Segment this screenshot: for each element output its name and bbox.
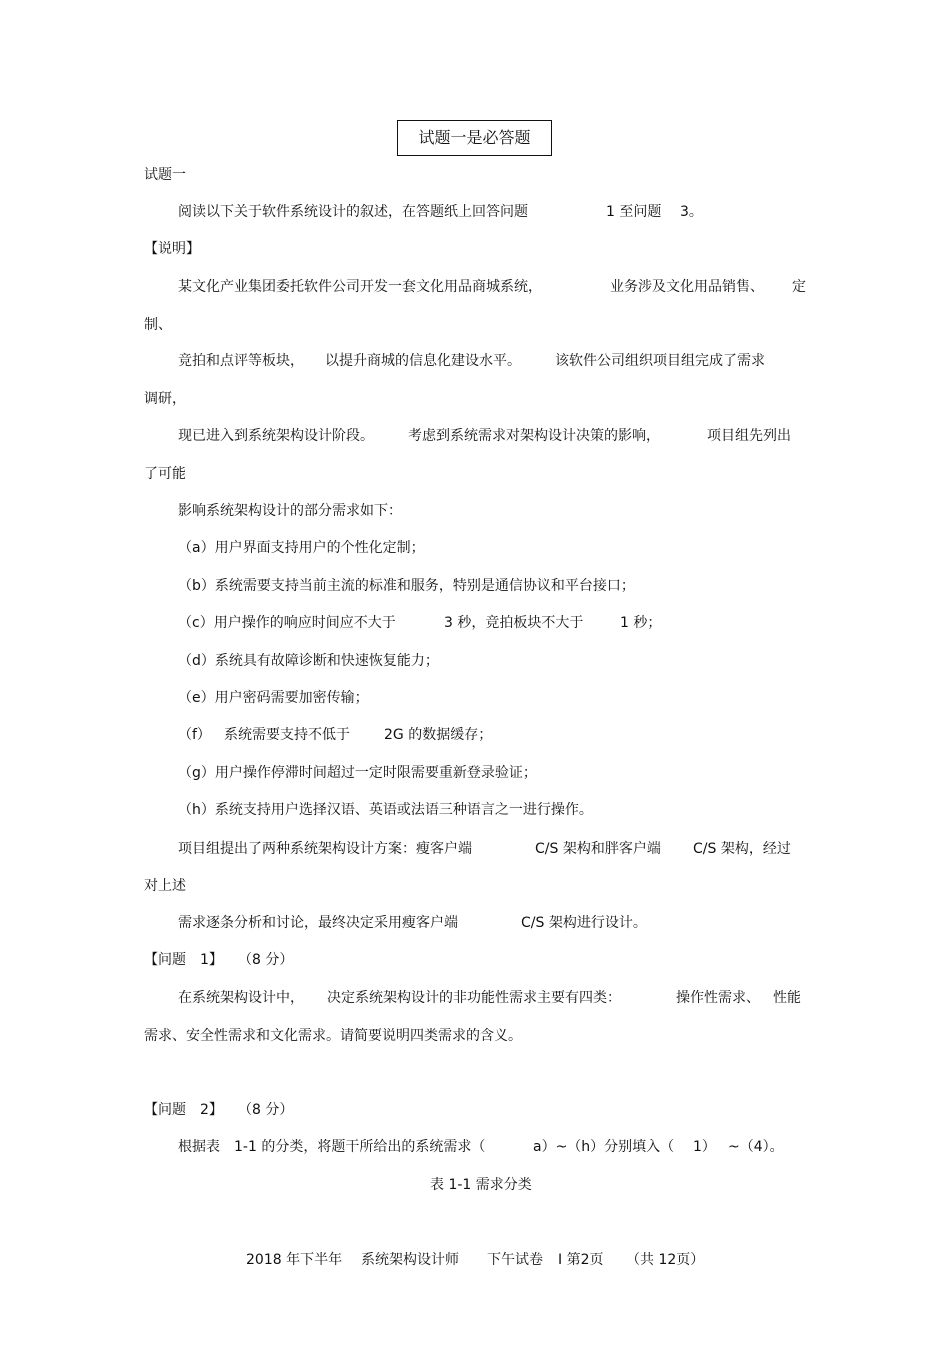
para1-line1-b: 业务涉及文化用品销售、 (610, 279, 764, 295)
para1-line6: 了可能 (144, 466, 186, 482)
question2-label: 【问题 2】 (144, 1102, 223, 1118)
question2-line1-d: ~（4）。 (728, 1139, 784, 1155)
para1-line5-c: 项目组先列出 (707, 428, 791, 444)
question1-line1-d: 性能 (773, 990, 801, 1006)
explain-label: 【说明】 (144, 241, 200, 257)
requirement-f-part3: 2G 的数据缓存； (384, 727, 493, 743)
question1-line1-c: 操作性需求、 (676, 990, 760, 1006)
para2-line1-c: C/S 架构，经过 (693, 841, 791, 857)
para2-line2: 对上述 (144, 878, 186, 894)
question2-line1-b: a）~（h）分别填入（ (533, 1139, 675, 1155)
question1-line1-b: 决定系统架构设计的非功能性需求主要有四类： (327, 990, 621, 1006)
para1-line1-c: 定 (792, 279, 806, 295)
section-title: 试题一 (144, 167, 186, 183)
para2-line1-a: 项目组提出了两种系统架构设计方案：瘦客户端 (178, 841, 472, 857)
intro-text-b: 1 至问题 (606, 204, 662, 220)
para1-line3-a: 竞拍和点评等板块， (178, 353, 304, 369)
requirement-h: （h）系统支持用户选择汉语、英语或法语三种语言之一进行操作。 (178, 802, 593, 818)
intro-text-c: 3。 (680, 204, 703, 220)
requirement-d: （d）系统具有故障诊断和快速恢复能力； (178, 653, 439, 669)
header-box: 试题一是必答题 (397, 120, 552, 156)
para1-line7: 影响系统架构设计的部分需求如下： (178, 503, 402, 519)
para2-line3-a: 需求逐条分析和讨论，最终决定采用瘦客户端 (178, 915, 458, 931)
question2-line1-c: 1） (693, 1139, 716, 1155)
para2-line1-b: C/S 架构和胖客户端 (535, 841, 661, 857)
para1-line5-a: 现已进入到系统架构设计阶段。 (178, 428, 374, 444)
question1-score: （8 分） (238, 952, 294, 968)
requirement-c-part2: 3 秒，竞拍板块不大于 (444, 615, 584, 631)
question1-label: 【问题 1】 (144, 952, 223, 968)
footer-session: 下午试卷 (487, 1252, 543, 1268)
intro-text-a: 阅读以下关于软件系统设计的叙述，在答题纸上回答问题 (178, 204, 528, 220)
requirement-a: （a）用户界面支持用户的个性化定制； (178, 540, 425, 556)
requirement-b: （b）系统需要支持当前主流的标准和服务，特别是通信协议和平台接口； (178, 578, 635, 594)
requirement-c-part3: 1 秒； (620, 615, 662, 631)
requirement-f-part1: （f） (178, 727, 211, 743)
requirement-f-part2: 系统需要支持不低于 (224, 727, 350, 743)
para1-line4: 调研， (144, 391, 186, 407)
question2-score: （8 分） (238, 1102, 294, 1118)
para2-line3-b: C/S 架构进行设计。 (521, 915, 647, 931)
requirement-e: （e）用户密码需要加密传输； (178, 690, 369, 706)
requirement-c-part1: （c）用户操作的响应时间应不大于 (178, 615, 396, 631)
question1-line1-a: 在系统架构设计中， (178, 990, 304, 1006)
table-caption: 表 1-1 需求分类 (430, 1177, 532, 1193)
para1-line2: 制、 (144, 317, 172, 333)
footer-year: 2018 年下半年 (246, 1252, 343, 1268)
para1-line3-c: 该软件公司组织项目组完成了需求 (555, 353, 765, 369)
requirement-g: （g）用户操作停滞时间超过一定时限需要重新登录验证； (178, 765, 537, 781)
para1-line1-a: 某文化产业集团委托软件公司开发一套文化用品商城系统， (178, 279, 542, 295)
question1-line2: 需求、安全性需求和文化需求。请简要说明四类需求的含义。 (144, 1028, 522, 1044)
footer-page: I 第2页 (558, 1252, 604, 1268)
question2-line1-a: 根据表 1-1 的分类，将题干所给出的系统需求（ (178, 1139, 486, 1155)
para1-line3-b: 以提升商城的信息化建设水平。 (325, 353, 521, 369)
footer-total: （共 12页） (626, 1252, 705, 1268)
footer-title: 系统架构设计师 (361, 1252, 459, 1268)
para1-line5-b: 考虑到系统需求对架构设计决策的影响， (408, 428, 660, 444)
